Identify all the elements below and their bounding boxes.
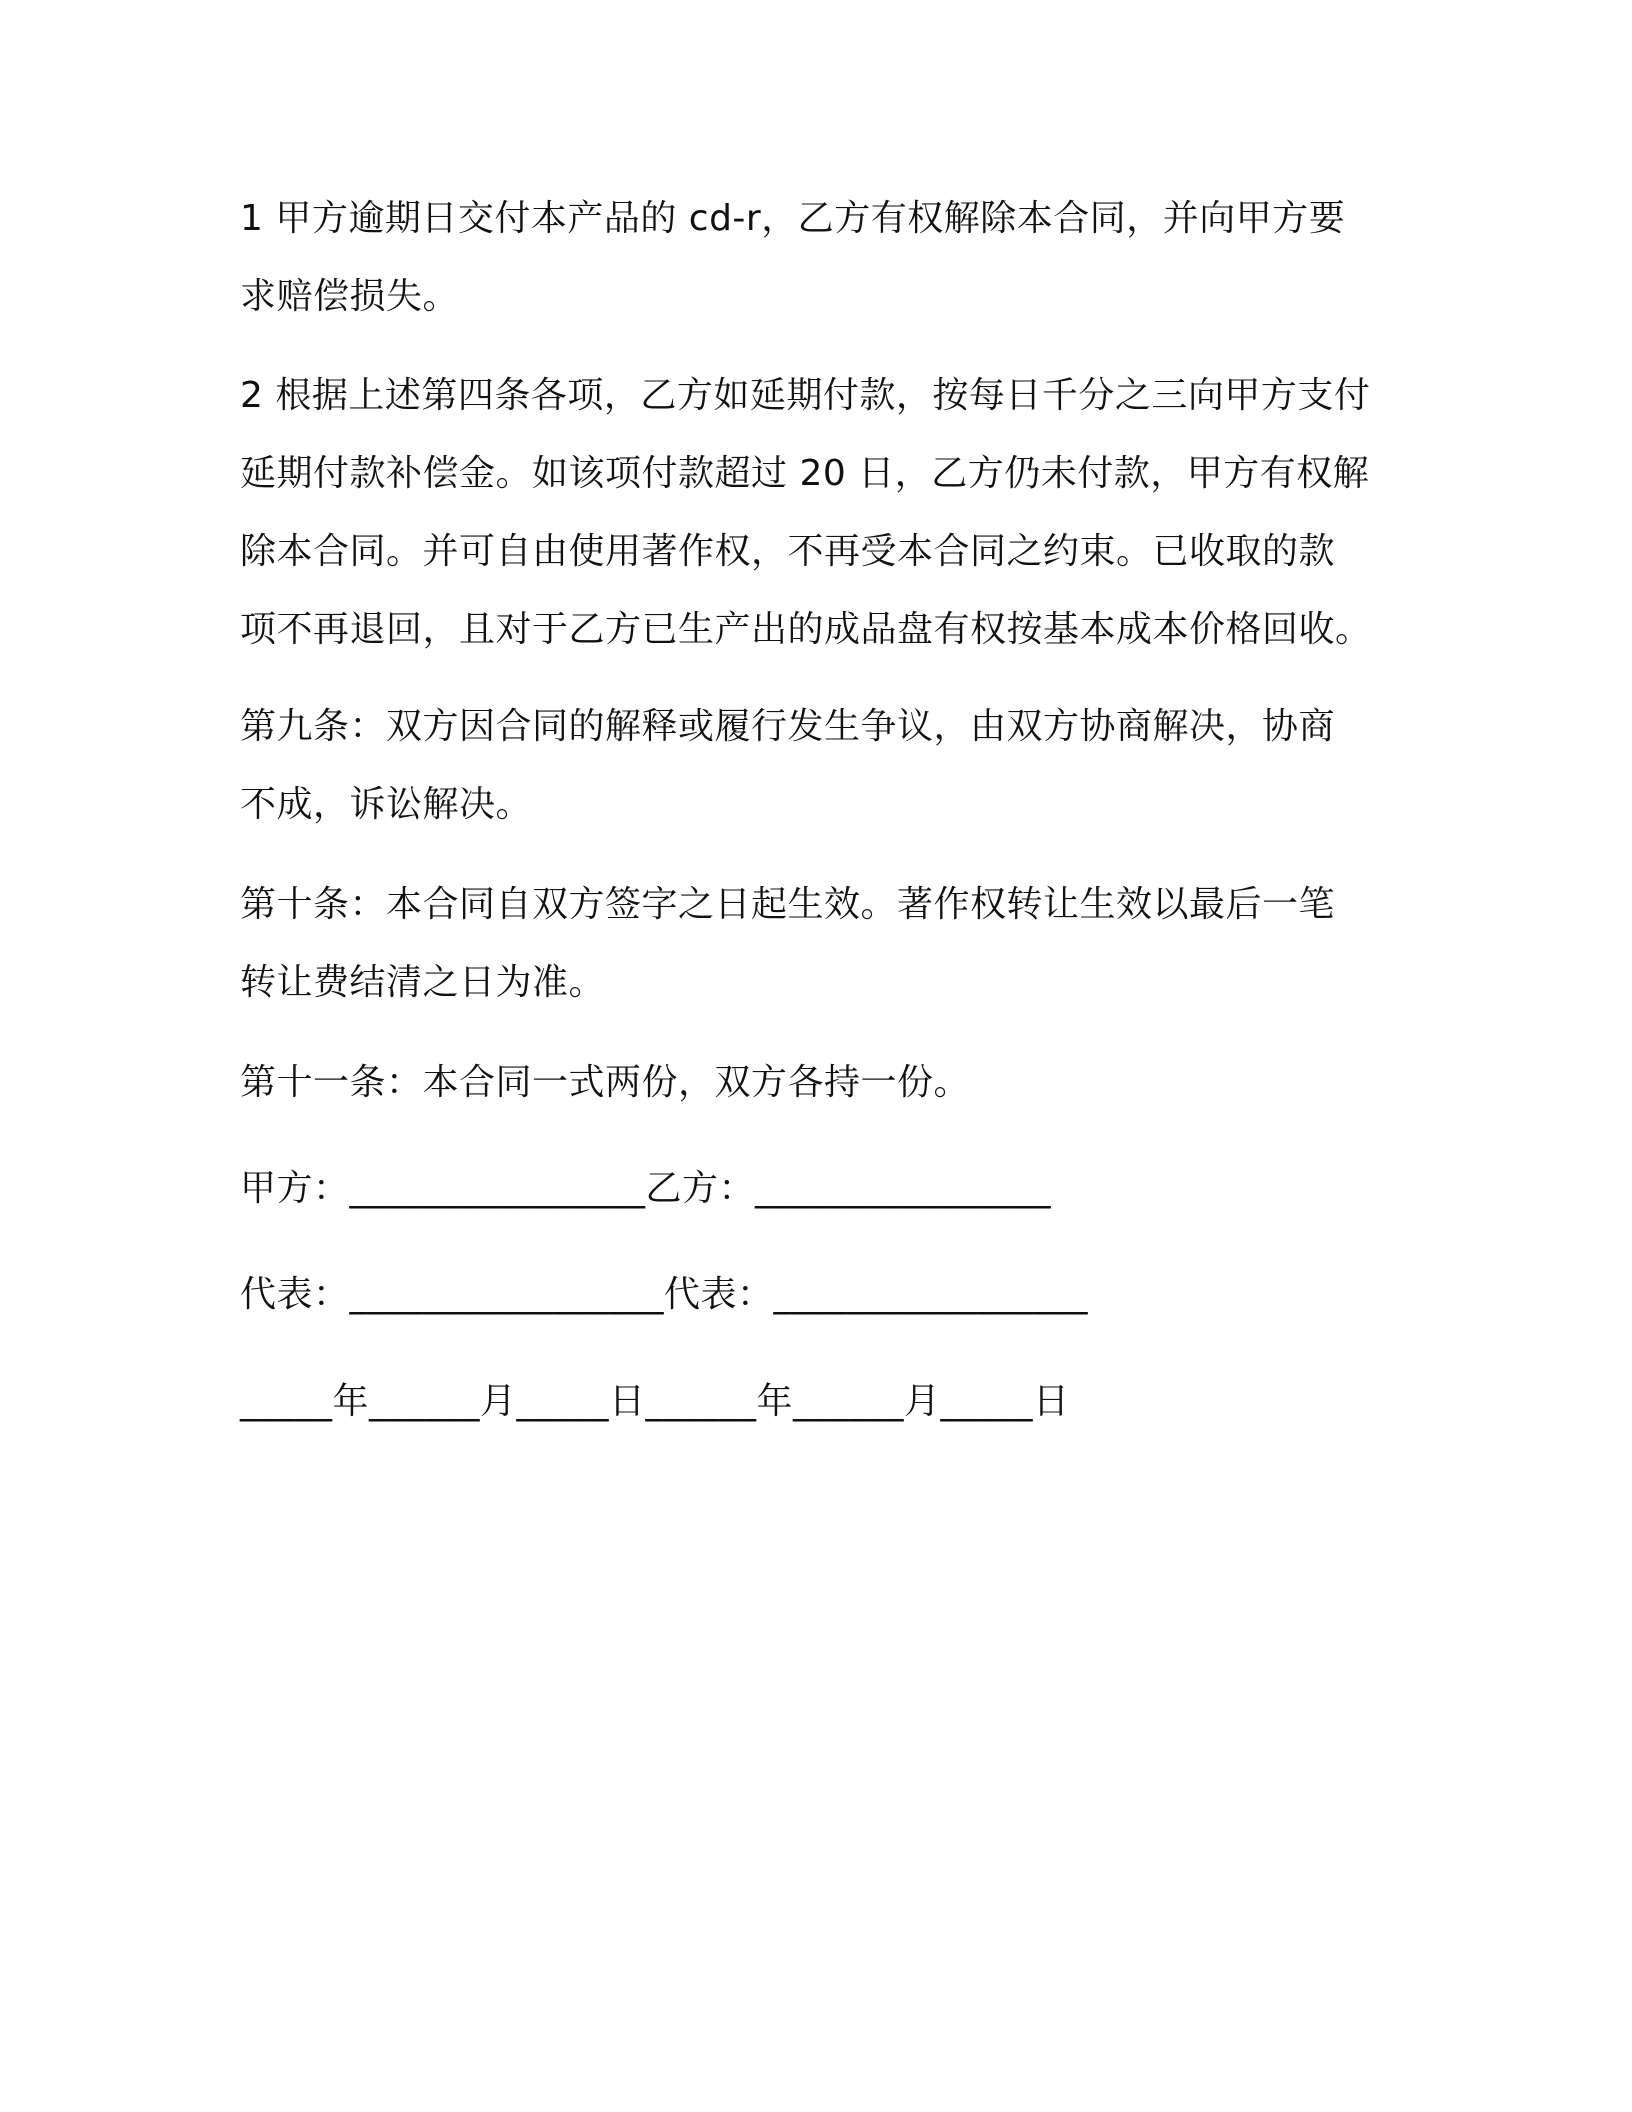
clause-8-item-2 (240, 357, 1400, 669)
text-line: 不成，诉讼解决。 (240, 784, 533, 825)
text-line: 2 根据上述第四条各项，乙方如延期付款，按每日千分之三向甲方支付 (240, 375, 1371, 416)
text-line: 第九条：双方因合同的解释或履行发生争议，由双方协商解决，协商 (240, 706, 1336, 747)
text-line: 代表：_________________代表：_________________ (240, 1274, 1089, 1315)
signature-dates (240, 1363, 1400, 1441)
text-line: 延期付款补偿金。如该项付款超过 20 日，乙方仍未付款，甲方有权解 (240, 453, 1370, 494)
text-line: 甲方：________________乙方：________________ (240, 1168, 1052, 1209)
text-line: 第十一条：本合同一式两份，双方各持一份。 (240, 1062, 971, 1103)
text-line: 1 甲方逾期日交付本产品的 cd-r，乙方有权解除本合同，并向甲方要 (240, 198, 1346, 239)
text-line: 转让费结清之日为准。 (240, 962, 606, 1003)
text-line: 求赔偿损失。 (240, 276, 460, 317)
signature-representatives (240, 1256, 1400, 1334)
text-line: 第十条：本合同自双方签字之日起生效。著作权转让生效以最后一笔 (240, 884, 1336, 925)
clause-8-item-1 (240, 180, 1400, 336)
text-line: _____年______月_____日______年______月_____日 (240, 1381, 1070, 1422)
clause-10 (240, 866, 1400, 1022)
signature-parties (240, 1150, 1400, 1228)
text-line: 除本合同。并可自由使用著作权，不再受本合同之约束。已收取的款 (240, 531, 1336, 572)
clause-11 (240, 1044, 1400, 1122)
clause-9 (240, 688, 1400, 844)
text-line: 项不再退回，且对于乙方已生产出的成品盘有权按基本成本价格回收。 (240, 609, 1372, 650)
